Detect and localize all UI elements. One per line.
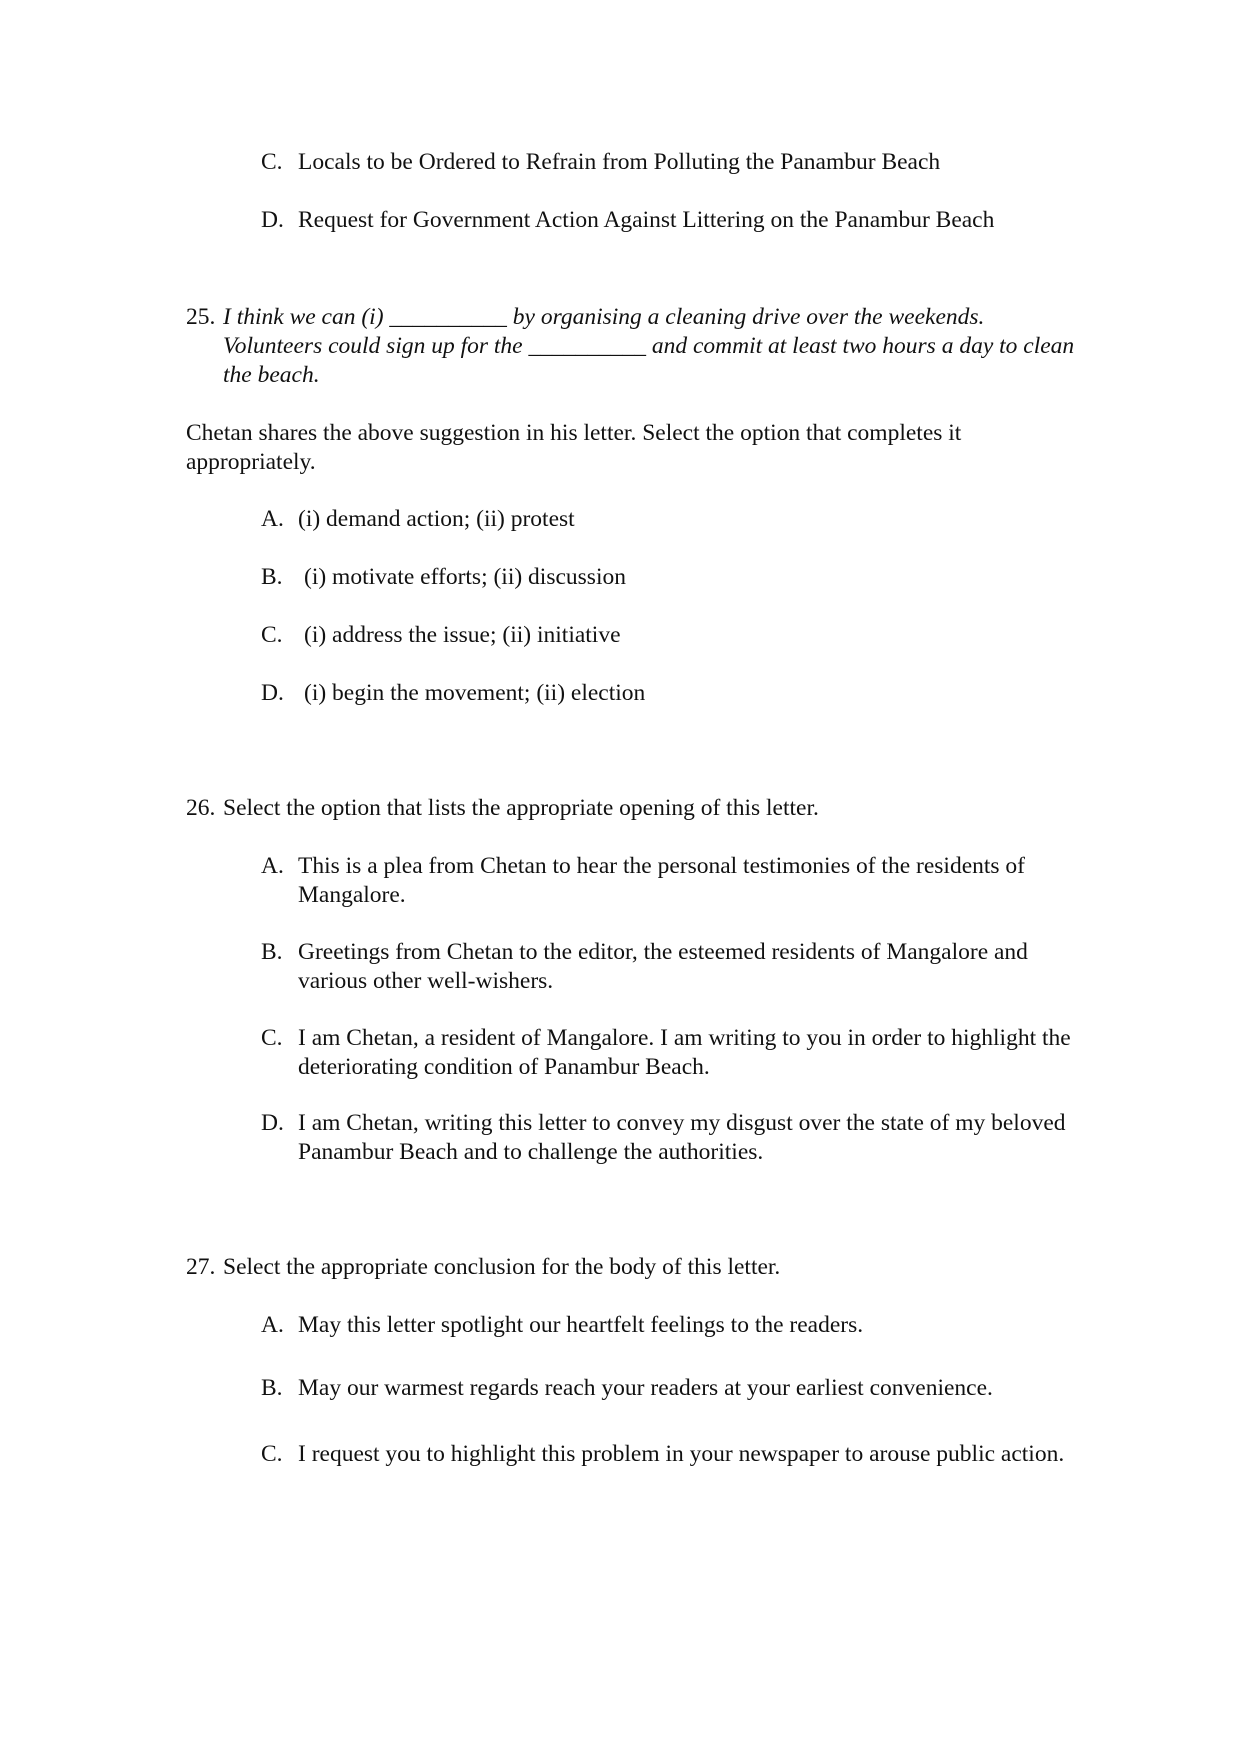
option-letter: A. — [261, 853, 284, 879]
q25-option-d — [261, 679, 1101, 708]
question-prompt: Chetan shares the above suggestion in his letter. Select the option that completes it appropriately. — [186, 420, 962, 475]
option-text: Greetings from Chetan to the editor, the esteemed residents of Mangalore and various other well-wishers. — [298, 939, 1028, 994]
option-letter: D. — [261, 207, 284, 233]
q26-option-d — [261, 1109, 1101, 1167]
q26-option-b — [261, 938, 1101, 996]
question-number: 27. — [186, 1254, 216, 1280]
option-letter: C. — [261, 1025, 283, 1051]
option-text: (i) begin the movement; (ii) election — [304, 680, 646, 706]
option-text: Locals to be Ordered to Refrain from Polluting the Panambur Beach — [298, 149, 941, 175]
option-letter: D. — [261, 1110, 284, 1136]
option-text: (i) address the issue; (ii) initiative — [304, 622, 621, 648]
option-letter: D. — [261, 680, 284, 706]
option-letter: B. — [261, 564, 283, 590]
option-text: This is a plea from Chetan to hear the personal testimonies of the residents of Mangalore. — [298, 853, 1025, 908]
q24-option-d — [261, 206, 1101, 235]
q27-option-c — [261, 1437, 1101, 1471]
option-letter: B. — [261, 1375, 283, 1401]
q25-option-c — [261, 621, 1101, 650]
q25-option-a — [261, 505, 1101, 534]
question-number: 26. — [186, 795, 216, 821]
question-quote: I think we can (i) __________ by organising a cleaning drive over the weekends. Volunteers could sign up for the __________ and commit at least two hours a day to clean the beach. — [223, 304, 1075, 388]
q27-option-b — [261, 1374, 1101, 1403]
question-prompt: Select the appropriate conclusion for the body of this letter. — [223, 1254, 781, 1280]
option-letter: B. — [261, 939, 283, 965]
option-text: I am Chetan, a resident of Mangalore. I am writing to you in order to highlight the deteriorating condition of Panambur Beach. — [298, 1025, 1071, 1080]
option-text: Request for Government Action Against Littering on the Panambur Beach — [298, 207, 995, 233]
q26-option-c — [261, 1024, 1101, 1082]
option-letter: C. — [261, 149, 283, 175]
option-letter: C. — [261, 622, 283, 648]
q27-option-a — [261, 1311, 1101, 1340]
option-text: May this letter spotlight our heartfelt feelings to the readers. — [298, 1312, 864, 1338]
option-letter: C. — [261, 1441, 283, 1467]
option-text: May our warmest regards reach your readers at your earliest convenience. — [298, 1375, 993, 1401]
q25-quote — [186, 303, 1076, 390]
q25-option-b — [261, 563, 1101, 592]
question-prompt: Select the option that lists the appropriate opening of this letter. — [223, 795, 819, 821]
q25-prompt — [186, 419, 1066, 477]
option-text: (i) demand action; (ii) protest — [298, 506, 575, 532]
option-text: (i) motivate efforts; (ii) discussion — [304, 564, 626, 590]
q26-option-a — [261, 852, 1101, 910]
q26-prompt — [186, 794, 1076, 823]
option-letter: A. — [261, 1312, 284, 1338]
q27-prompt — [186, 1253, 1076, 1282]
q24-option-c — [261, 148, 1101, 177]
option-text: I am Chetan, writing this letter to convey my disgust over the state of my beloved Panambur Beach and to challenge the authorities. — [298, 1110, 1066, 1165]
option-letter: A. — [261, 506, 284, 532]
question-number: 25. — [186, 304, 216, 330]
option-text: I request you to highlight this problem in your newspaper to arouse public action. — [298, 1441, 1065, 1467]
